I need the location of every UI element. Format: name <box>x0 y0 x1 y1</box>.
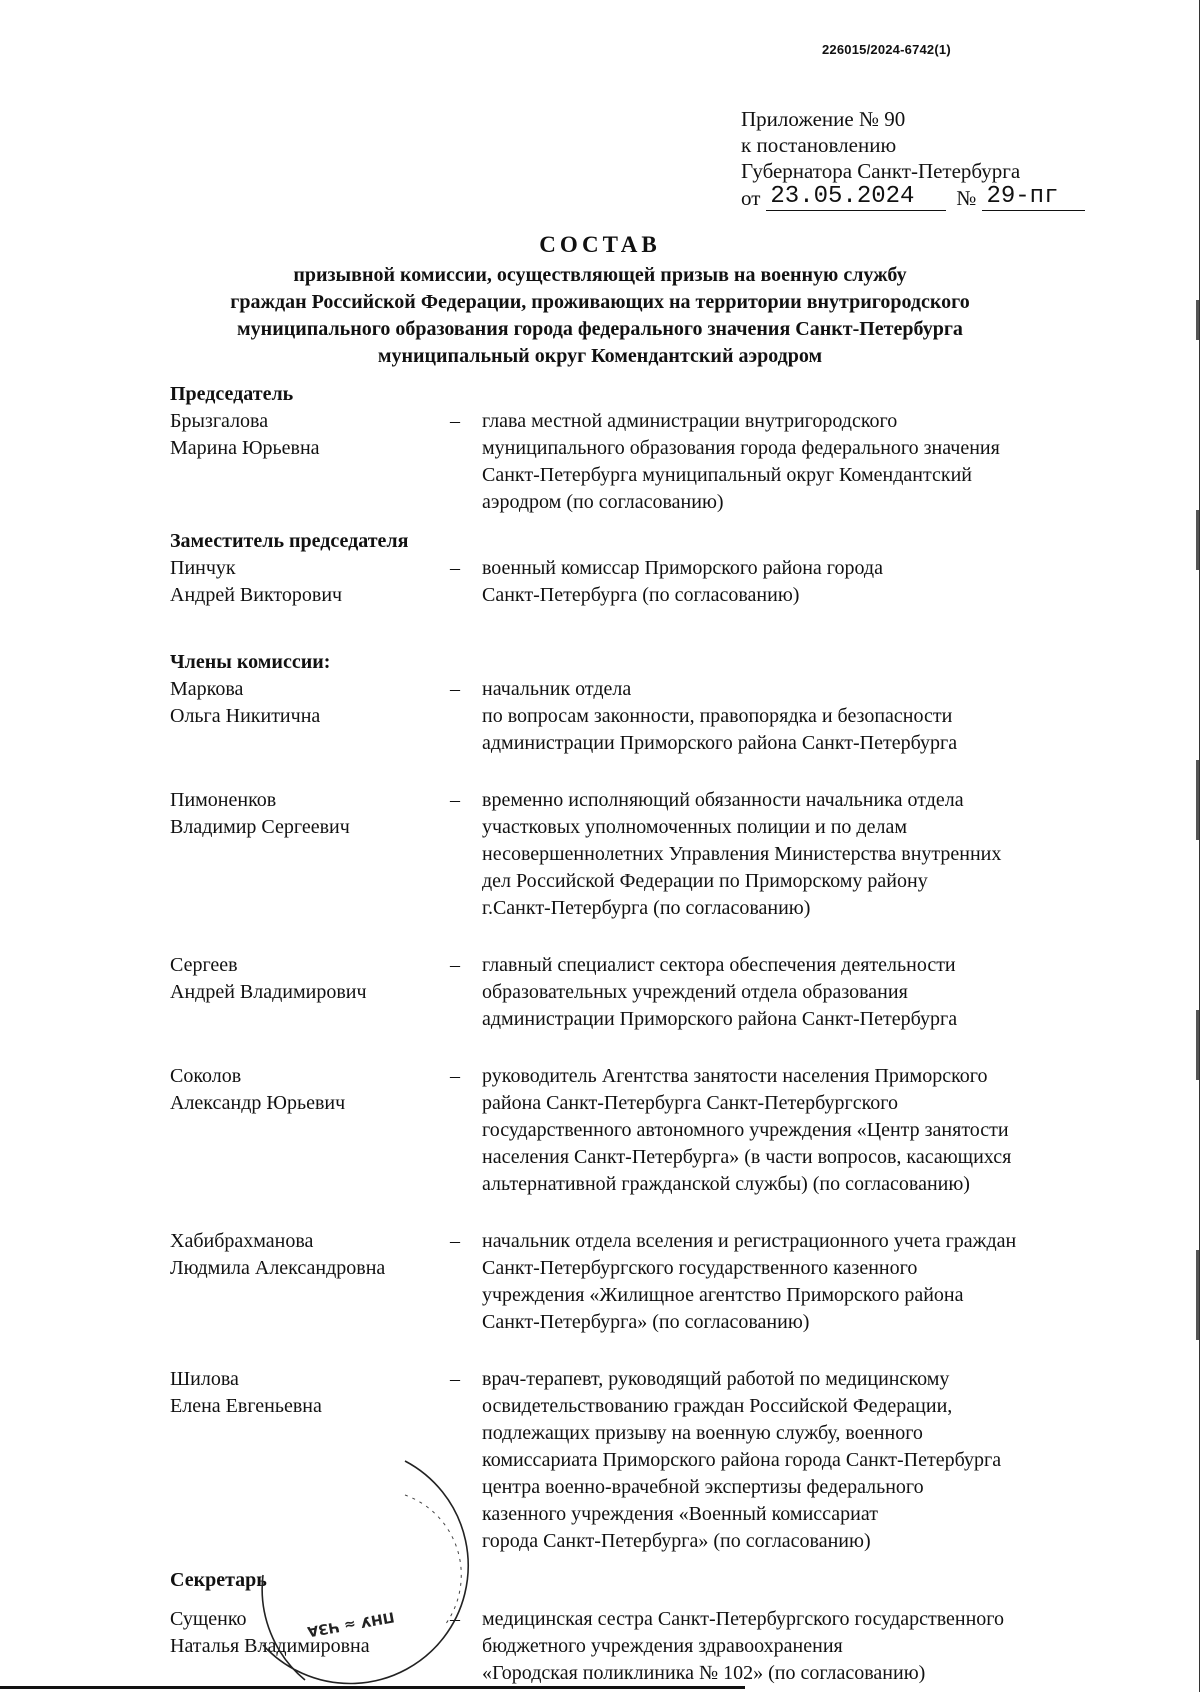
member-name <box>170 787 450 922</box>
surname: Шилова <box>170 1368 239 1390</box>
position-line: государственного автономного учреждения «Центр занятости <box>482 1119 1009 1141</box>
section-secretary: Секретарь <box>170 1569 267 1591</box>
position-line: центра военно-врачебной экспертизы федерального <box>482 1476 924 1498</box>
dash: – <box>450 1368 460 1390</box>
member-name <box>170 1228 450 1336</box>
given-names: Ольга Никитична <box>170 705 321 727</box>
surname: Брызгалова <box>170 410 269 432</box>
position-line: г.Санкт-Петербурга (по согласованию) <box>482 897 811 919</box>
position-line: военный комиссар Приморского района города <box>482 557 883 579</box>
member-name <box>170 952 450 1033</box>
dash: – <box>450 1230 460 1252</box>
stamp-fragment-text: ПНУ ≈ ЧЗА <box>306 1608 396 1640</box>
bottom-scan-edge <box>0 1686 745 1689</box>
position-line: дел Российской Федерации по Приморскому району <box>482 870 928 892</box>
surname: Соколов <box>170 1065 242 1087</box>
member-name <box>170 1366 450 1555</box>
dash: – <box>450 1608 460 1630</box>
member-name <box>170 555 450 609</box>
dash: – <box>450 1065 460 1087</box>
member-name <box>170 676 450 757</box>
position-line: глава местной администрации внутригородского <box>482 410 898 432</box>
appendix-number: Приложение № 90 <box>741 107 906 131</box>
entry-member <box>170 1366 1140 1555</box>
member-position <box>482 787 1140 922</box>
entry-deputy <box>170 555 1140 609</box>
appendix-to-decree: к постановлению <box>741 133 897 157</box>
entry-member <box>170 1228 1140 1336</box>
number-sign: № <box>956 186 977 210</box>
surname: Сергеев <box>170 954 238 976</box>
position-line: казенного учреждения «Военный комиссариат <box>482 1503 878 1525</box>
surname: Маркова <box>170 678 244 700</box>
document-title: СОСТАВ <box>539 232 661 257</box>
section-deputy: Заместитель председателя <box>170 530 409 552</box>
position-line: муниципального образования города федерального значения <box>482 437 1000 459</box>
member-position <box>482 1063 1140 1198</box>
section-members: Члены комиссии: <box>170 651 331 673</box>
member-name <box>170 408 450 516</box>
position-line: бюджетного учреждения здравоохранения <box>482 1635 843 1657</box>
position-line: администрации Приморского района Санкт-Петербурга <box>482 1008 958 1030</box>
surname: Пимоненков <box>170 789 277 811</box>
position-line: подлежащих призыву на военную службу, военного <box>482 1422 923 1444</box>
dash: – <box>450 678 460 700</box>
decree-number: 29-пг <box>982 184 1085 211</box>
section-chairman: Председатель <box>170 383 294 405</box>
position-line: района Санкт-Петербурга Санкт-Петербургского <box>482 1092 898 1114</box>
position-line: комиссариата Приморского района города Санкт-Петербурга <box>482 1449 1002 1471</box>
given-names: Елена Евгеньевна <box>170 1395 322 1417</box>
subtitle-line: призывной комиссии, осуществляющей призыв на военную службу <box>293 264 907 286</box>
position-line: начальник отдела вселения и регистрационного учета граждан <box>482 1230 1017 1252</box>
position-line: главный специалист сектора обеспечения деятельности <box>482 954 956 976</box>
given-names: Андрей Владимирович <box>170 981 367 1003</box>
appendix-block <box>741 106 1085 211</box>
position-line: Санкт-Петербурга муниципальный округ Комендантский <box>482 464 972 486</box>
position-line: медицинская сестра Санкт-Петербургского государственного <box>482 1608 1005 1630</box>
entry-member <box>170 787 1140 922</box>
position-line: по вопросам законности, правопорядка и безопасности <box>482 705 953 727</box>
member-position <box>482 952 1140 1033</box>
member-position <box>482 408 1140 516</box>
dash: – <box>450 789 460 811</box>
entry-member <box>170 1063 1140 1198</box>
registration-number: 226015/2024-6742(1) <box>822 42 951 57</box>
document-subtitle <box>150 262 1050 370</box>
member-name <box>170 1606 450 1687</box>
subtitle-line: муниципального образования города федерального значения Санкт-Петербурга <box>237 318 963 340</box>
scan-edge-marks <box>1194 0 1200 1692</box>
member-position <box>482 555 1140 609</box>
surname: Пинчук <box>170 557 236 579</box>
position-line: Санкт-Петербургского государственного казенного <box>482 1257 918 1279</box>
position-line: начальник отдела <box>482 678 632 700</box>
position-line: Санкт-Петербурга (по согласованию) <box>482 584 800 606</box>
position-line: участковых уполномоченных полиции и по делам <box>482 816 907 838</box>
position-line: временно исполняющий обязанности начальника отдела <box>482 789 964 811</box>
given-names: Марина Юрьевна <box>170 437 320 459</box>
position-line: Санкт-Петербурга» (по согласованию) <box>482 1311 810 1333</box>
subtitle-line: муниципальный округ Комендантский аэродром <box>377 345 823 367</box>
member-position <box>482 1366 1140 1555</box>
decree-date-line <box>741 184 1085 211</box>
given-names: Людмила Александровна <box>170 1257 386 1279</box>
dash: – <box>450 954 460 976</box>
given-names: Андрей Викторович <box>170 584 343 606</box>
position-line: учреждения «Жилищное агентство Приморского района <box>482 1284 964 1306</box>
subtitle-line: граждан Российской Федерации, проживающих на территории внутригородского <box>230 291 970 313</box>
position-line: населения Санкт-Петербурга» (в части вопросов, касающихся <box>482 1146 1012 1168</box>
appendix-issuer: Губернатора Санкт-Петербурга <box>741 159 1021 183</box>
member-name <box>170 1063 450 1198</box>
dash: – <box>450 557 460 579</box>
dash: – <box>450 410 460 432</box>
entry-chairman <box>170 408 1140 516</box>
member-position <box>482 676 1140 757</box>
entry-member <box>170 676 1140 757</box>
position-line: аэродром (по согласованию) <box>482 491 724 513</box>
position-line: «Городская поликлиника № 102» (по согласованию) <box>482 1662 926 1684</box>
given-names: Александр Юрьевич <box>170 1092 346 1114</box>
decree-date: 23.05.2024 <box>766 184 946 211</box>
position-line: альтернативной гражданской службы) (по согласованию) <box>482 1173 970 1195</box>
member-position <box>482 1606 1140 1687</box>
surname: Сущенко <box>170 1608 247 1630</box>
position-line: освидетельствованию граждан Российской Федерации, <box>482 1395 953 1417</box>
entry-member <box>170 952 1140 1033</box>
position-line: руководитель Агентства занятости населения Приморского <box>482 1065 988 1087</box>
member-position <box>482 1228 1140 1336</box>
position-line: несовершеннолетних Управления Министерства внутренних <box>482 843 1002 865</box>
position-line: образовательных учреждений отдела образования <box>482 981 908 1003</box>
given-names: Владимир Сергеевич <box>170 816 350 838</box>
given-names: Наталья Владимировна <box>170 1635 370 1657</box>
date-prefix: от <box>741 186 761 210</box>
surname: Хабибрахманова <box>170 1230 314 1252</box>
position-line: врач-терапевт, руководящий работой по медицинскому <box>482 1368 950 1390</box>
entry-secretary <box>170 1606 1140 1687</box>
position-line: администрации Приморского района Санкт-Петербурга <box>482 732 958 754</box>
position-line: города Санкт-Петербурга» (по согласованию) <box>482 1530 871 1552</box>
commission-list <box>170 381 1140 1687</box>
